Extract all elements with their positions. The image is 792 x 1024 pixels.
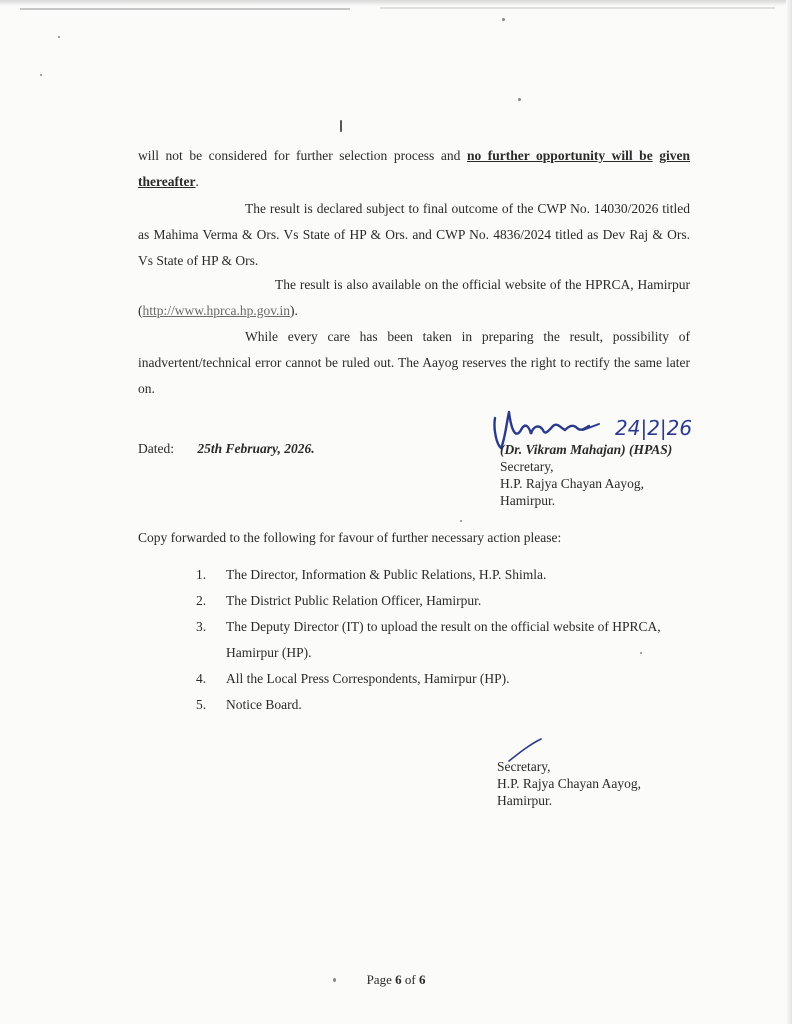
list-item-text: All the Local Press Correspondents, Hamirpur (HP). — [226, 671, 510, 686]
list-item — [196, 562, 696, 588]
page-total: 6 — [418, 972, 426, 987]
list-item — [196, 666, 696, 692]
signatory-block — [500, 441, 672, 509]
page-prefix: Page — [366, 972, 396, 987]
signatory-organisation: H.P. Rajya Chayan Aayog, — [500, 476, 644, 491]
paragraph-disclaimer — [138, 324, 690, 402]
para3-end: ). — [289, 303, 298, 318]
para1-bold-text: given thereafter — [138, 148, 691, 189]
list-item — [196, 692, 696, 718]
signatory-block-2 — [497, 758, 641, 809]
scan-speck — [58, 36, 60, 38]
list-item-text: The Deputy Director (IT) to upload the result on the official website of HPRCA, Hamirpur (HP). — [226, 619, 661, 660]
signatory2-place: Hamirpur. — [497, 793, 553, 808]
list-item-number: 2. — [196, 593, 207, 608]
scan-artifact-line — [380, 7, 775, 9]
copy-forwarded-intro: Copy forwarded to the following for favour of further necessary action please: — [138, 530, 562, 545]
scan-speck — [40, 74, 42, 76]
list-item-text: The Director, Information & Public Relations, H.P. Shimla. — [226, 567, 547, 582]
dated-value: 25th February, 2026. — [197, 441, 315, 456]
page-number — [0, 972, 792, 988]
signatory-name: (Dr. Vikram Mahajan) (HPAS) — [500, 442, 673, 457]
list-item-text: The District Public Relation Officer, Hamirpur. — [226, 593, 482, 608]
dated-label: Dated: — [138, 441, 174, 456]
page-of: of — [401, 972, 419, 987]
para4-text: While every care has been taken in preparing the result, possibility of inadvertent/technical error cannot be ruled out. The Aayog reserves the right to rectify the same later on. — [138, 329, 690, 396]
para3-text: The result is also available on the official website of the HPRCA, Hamirpur ( — [138, 277, 690, 318]
paragraph-cwp-note — [138, 196, 690, 274]
signatory-designation: Secretary, — [500, 459, 554, 474]
list-item-number: 1. — [196, 567, 207, 582]
website-link[interactable]: http://www.hprca.hp.gov.in — [142, 303, 290, 318]
list-item-number: 5. — [196, 697, 207, 712]
paragraph-selection-note — [138, 143, 690, 195]
list-item — [196, 588, 696, 614]
signatory2-designation: Secretary, — [497, 759, 551, 774]
scan-right-edge — [786, 0, 792, 1024]
handwritten-date: 24|2|26 — [615, 416, 693, 440]
scan-top-edge — [0, 0, 792, 6]
paragraph-website-note — [138, 272, 690, 324]
list-item-number: 3. — [196, 619, 207, 634]
para2-text: The result is declared subject to final outcome of the CWP No. 14030/2026 titled as Mahima Verma & Ors. Vs State of HP & Ors. and CWP No. 4836/2024 titled as Dev Raj & Ors. Vs State of HP & Ors. — [138, 201, 690, 268]
copy-forwarded-list — [196, 562, 696, 718]
scan-speck — [460, 520, 462, 522]
page-current: 6 — [395, 972, 402, 987]
scan-artifact-line — [20, 8, 350, 10]
signatory2-organisation: H.P. Rajya Chayan Aayog, — [497, 776, 641, 791]
scan-speck — [518, 98, 521, 101]
signatory-place: Hamirpur. — [500, 493, 556, 508]
list-item — [196, 614, 696, 666]
para1-text: will not be considered for further selection process and — [138, 148, 467, 163]
list-item-text: Notice Board. — [226, 697, 302, 712]
scan-speck — [340, 120, 342, 132]
para1-bold-text: no further opportunity will be — [466, 148, 653, 163]
scan-speck — [502, 18, 505, 21]
list-item-number: 4. — [196, 671, 207, 686]
dated-line — [138, 441, 315, 457]
para1-end: . — [195, 174, 199, 189]
